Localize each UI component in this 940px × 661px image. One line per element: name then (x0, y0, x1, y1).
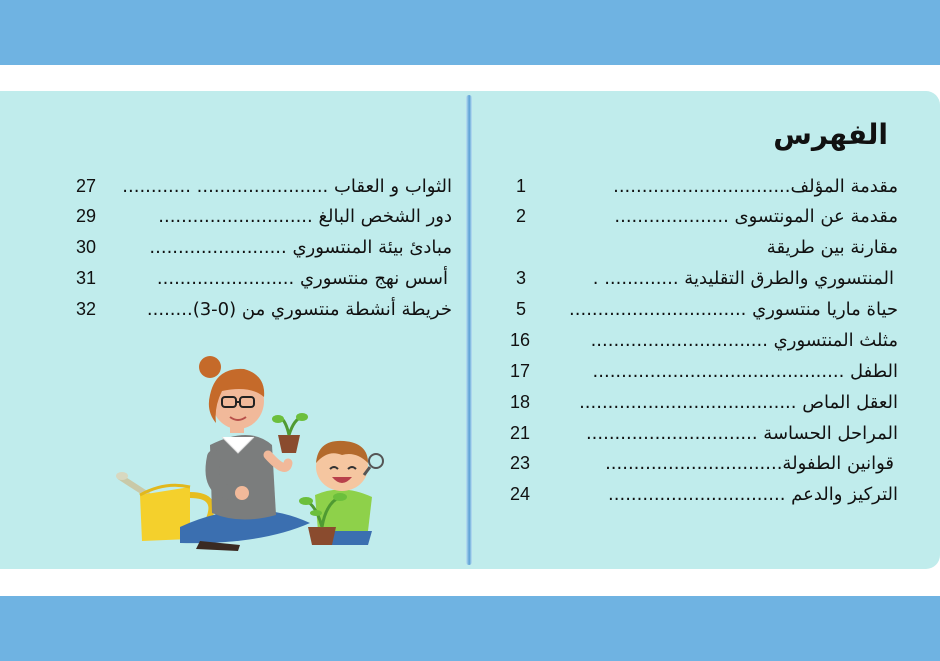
teacher-child-illustration (110, 345, 410, 555)
toc-entry[interactable] (510, 423, 898, 451)
toc-entry[interactable] (510, 330, 898, 358)
toc-entry-label: التركيز والدعم ............................... (608, 484, 898, 505)
toc-entry-label: المنتسوري والطرق التقليدية ............. . (592, 268, 894, 289)
toc-entry-page: 2 (516, 206, 527, 226)
page-title: الفهرس (773, 118, 888, 151)
toc-entry-page: 23 (510, 453, 531, 473)
toc-entry-label: حياة ماريا منتسوري ............................... (569, 299, 898, 320)
toc-entry-page: 21 (510, 423, 531, 443)
toc-entry[interactable] (76, 176, 452, 204)
toc-entry-label: أسس نهج منتسوري ........................ (156, 268, 448, 289)
toc-entry-page: 32 (76, 299, 97, 319)
toc-entry-label: مثلث المنتسوري ............................... (590, 330, 898, 351)
book-spine (466, 95, 472, 565)
toc-entry-label: المراحل الحساسة .............................. (585, 423, 898, 444)
toc-entry-page: 27 (76, 176, 97, 196)
footer-band (0, 596, 940, 661)
header-band (0, 0, 940, 65)
toc-entry[interactable] (510, 361, 898, 389)
toc-entry[interactable] (516, 237, 898, 265)
toc-entry[interactable] (510, 484, 898, 512)
toc-entry-label: الثواب و العقاب ....................... ............ (122, 176, 452, 197)
toc-entry-label: الطفل ............................................ (592, 361, 898, 382)
toc-entry[interactable] (510, 392, 898, 420)
toc-entry[interactable] (516, 268, 894, 296)
toc-entry-page: 24 (510, 484, 531, 504)
toc-entry[interactable] (76, 237, 452, 265)
toc-entry-page: 17 (510, 361, 531, 381)
toc-entry[interactable] (516, 299, 898, 327)
toc-entry-label: خريطة أنشطة منتسوري من (0-3)........ (146, 299, 452, 320)
toc-entry[interactable] (76, 268, 448, 296)
toc-entry-page: 29 (76, 206, 97, 226)
toc-entry-page: 5 (516, 299, 527, 319)
toc-entry-page: 1 (516, 176, 527, 196)
toc-entry-page: 31 (76, 268, 97, 288)
toc-entry[interactable] (516, 206, 898, 234)
toc-entry-label: مبادئ بيئة المنتسوري ........................ (149, 237, 452, 258)
toc-entry-page: 3 (516, 268, 527, 288)
toc-entry-label: العقل الماص ...................................... (579, 392, 898, 413)
toc-entry[interactable] (76, 206, 452, 234)
toc-entry-label: قوانين الطفولة............................... (605, 453, 894, 474)
toc-entry-label: مقدمة عن المونتسوى .................... (614, 206, 898, 227)
toc-entry-page: 30 (76, 237, 97, 257)
toc-entry-page: 18 (510, 392, 531, 412)
toc-entry-label: دور الشخص البالغ ........................... (158, 206, 452, 227)
toc-entry[interactable] (76, 299, 452, 327)
toc-entry-label: مقارنة بين طريقة (766, 237, 898, 258)
toc-entry-label: مقدمة المؤلف............................... (613, 176, 898, 197)
toc-entry-page: 16 (510, 330, 531, 350)
toc-entry[interactable] (516, 176, 898, 204)
toc-entry[interactable] (510, 453, 894, 481)
